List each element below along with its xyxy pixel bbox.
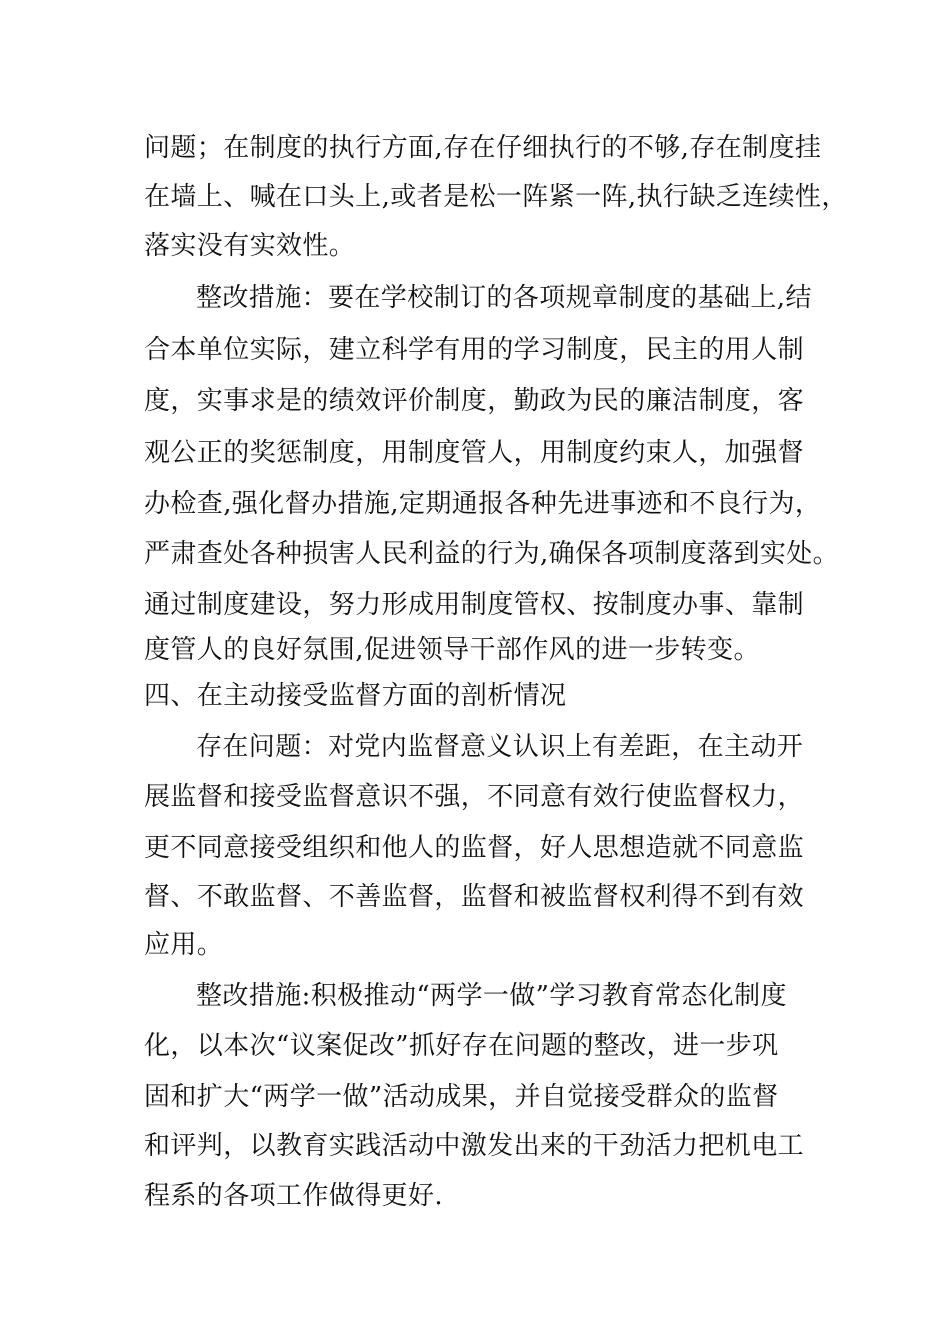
- text-line: 固和扩大“两学一做”活动成果，并自觉接受群众的监督: [144, 1082, 779, 1112]
- text-line: 展监督和接受监督意识不强，不同意有效行使监督权力，: [144, 782, 805, 812]
- text-line: 和评判，以教育实践活动中激发出来的干劲活力把机电工: [144, 1131, 805, 1161]
- section-heading: 四、在主动接受监督方面的剖析情况: [144, 681, 567, 711]
- text-line: 化，以本次“议案促改”抓好存在问题的整改，进一步巩: [144, 1031, 779, 1061]
- paragraph-first-line: 存在问题：对党内监督意义认识上有差距，在主动开: [196, 732, 804, 762]
- text-line: 落实没有实效性。: [144, 231, 356, 261]
- text-line: 严肃查处各种损害人民利益的行为,确保各项制度落到实处。: [144, 539, 840, 569]
- text-line: 问题；在制度的执行方面,存在仔细执行的不够,存在制度挂: [144, 133, 822, 163]
- text-line: 度管人的良好氛围,促进领导干部作风的进一步转变。: [144, 635, 760, 665]
- text-line: 观公正的奖惩制度，用制度管人，用制度约束人，加强督: [144, 438, 805, 468]
- text-line: 在墙上、喊在口头上,或者是松一阵紧一阵,执行缺乏连续性，: [144, 182, 848, 212]
- text-line: 办检查,强化督办措施,定期通报各种先进事迹和不良行为，: [144, 489, 822, 519]
- text-line: 合本单位实际，建立科学有用的学习制度，民主的用人制: [144, 335, 805, 365]
- text-line: 更不同意接受组织和他人的监督，好人思想造就不同意监: [144, 833, 805, 863]
- text-line: 度，实事求是的绩效评价制度，勤政为民的廉洁制度，客: [144, 386, 805, 416]
- paragraph-first-line: 整改措施:积极推动“两学一做”学习教育常态化制度: [196, 981, 787, 1011]
- text-line: 督、不敢监督、不善监督，监督和被监督权利得不到有效: [144, 882, 805, 912]
- text-line: 程系的各项工作做得更好.: [144, 1181, 444, 1211]
- text-line: 通过制度建设，努力形成用制度管权、按制度办事、靠制: [144, 590, 805, 620]
- paragraph-first-line: 整改措施：要在学校制订的各项规章制度的基础上,结: [196, 283, 812, 313]
- text-line: 应用。: [144, 930, 224, 960]
